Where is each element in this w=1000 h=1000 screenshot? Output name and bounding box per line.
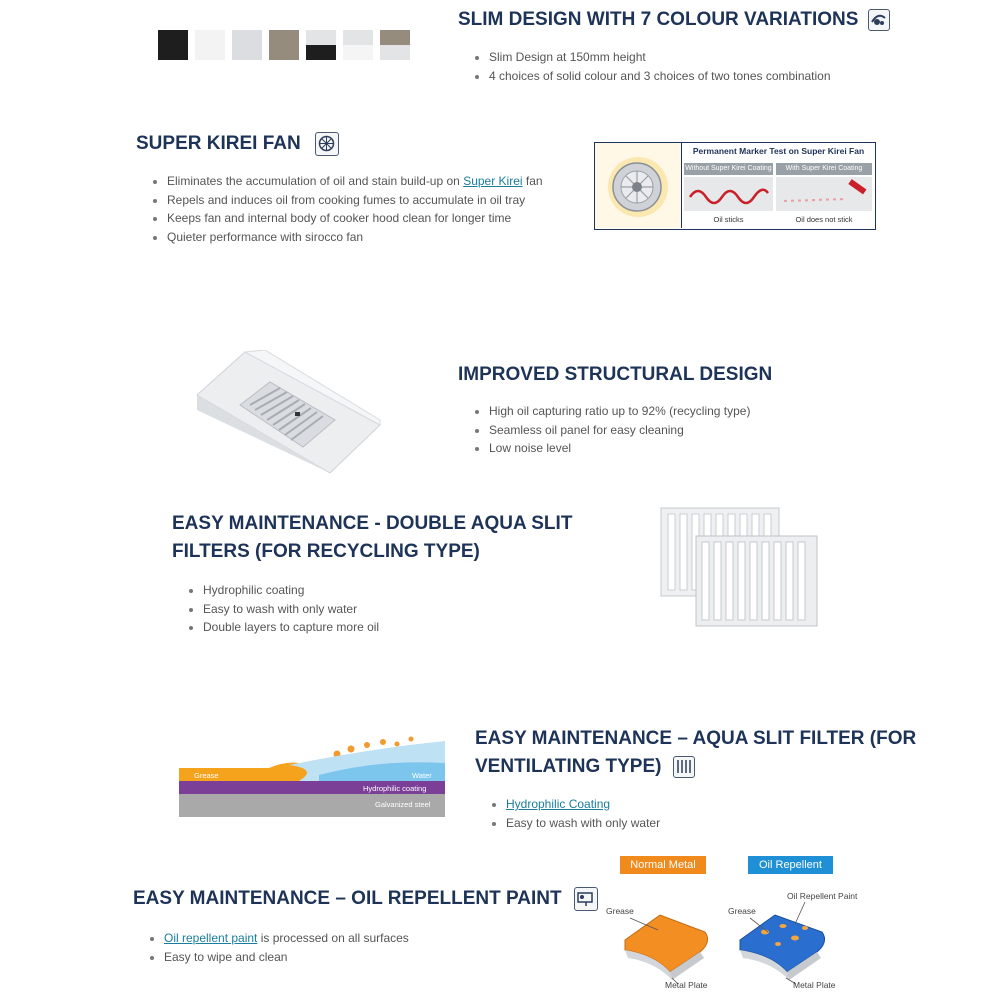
filter-icon <box>673 756 695 778</box>
swatch-taupe-silver[interactable] <box>380 30 410 60</box>
slim-section <box>458 6 890 85</box>
kirei-bullets <box>149 172 543 246</box>
oil-sticks-caption: Oil sticks <box>713 215 744 224</box>
swatch-white[interactable] <box>195 30 225 60</box>
hood-colour-icon <box>868 9 890 31</box>
list-item: • High oil capturing ratio up to 92% (recycling type) <box>489 402 772 421</box>
paint-label: Oil Repellent Paint <box>787 891 858 901</box>
list-item: • Oil repellent paint is processed on all surfaces <box>164 929 598 948</box>
marker-test-figure <box>594 142 876 230</box>
list-item: • Eliminates the accumulation of oil and stain build-up on Super Kirei fan <box>167 172 543 191</box>
water-label: Water <box>412 771 432 780</box>
hydrophilic-diagram <box>179 735 447 817</box>
list-item <box>506 795 916 814</box>
paint-icon <box>574 887 598 911</box>
fan-icon <box>315 132 339 156</box>
double-filter-image <box>660 506 820 628</box>
aqua-bullets <box>488 795 916 832</box>
swatch-taupe[interactable] <box>269 30 299 60</box>
oil-bullets <box>146 929 598 966</box>
kirei-section <box>136 130 543 246</box>
with-coating-image <box>776 177 872 211</box>
without-coating-label: Without Super Kirei Coating <box>684 163 773 175</box>
grease-label-repellent: Grease <box>728 906 756 916</box>
oil-title: EASY MAINTENANCE – OIL REPELLENT PAINT <box>133 885 598 913</box>
list-item: • Slim Design at 150mm height <box>489 48 890 67</box>
marker-test-title: Permanent Marker Test on Super Kirei Fan <box>692 146 865 156</box>
oil-repellent-link[interactable]: Oil repellent paint <box>164 931 258 945</box>
metal-plate-label-repellent: Metal Plate <box>793 980 836 990</box>
grease-label-normal: Grease <box>606 906 634 916</box>
double-filter-bullets <box>185 581 572 637</box>
structural-bullets <box>471 402 772 458</box>
list-item: • 4 choices of solid colour and 3 choices of two tones combination <box>489 67 890 86</box>
oil-not-stick-caption: Oil does not stick <box>795 215 853 224</box>
hydrophilic-coating-link[interactable]: Hydrophilic Coating <box>506 797 611 811</box>
list-item: • Easy to wash with only water <box>506 814 916 833</box>
kirei-title: SUPER KIREI FAN <box>136 130 543 158</box>
without-coating-image <box>684 177 773 211</box>
super-kirei-link[interactable]: Super Kirei <box>463 174 523 188</box>
metal-plate-label-normal: Metal Plate <box>665 980 708 990</box>
list-item: • Seamless oil panel for easy cleaning <box>489 421 772 440</box>
double-filter-section <box>172 510 572 637</box>
swatch-silver-black[interactable] <box>306 30 336 60</box>
aqua-section <box>475 725 916 832</box>
swatch-silver-white[interactable] <box>343 30 373 60</box>
aqua-title: EASY MAINTENANCE – AQUA SLIT FILTER (FOR VENTILATING TYPE) <box>475 728 917 777</box>
fan-image <box>595 143 681 228</box>
list-item: • Double layers to capture more oil <box>203 618 572 637</box>
slim-bullets <box>471 48 890 85</box>
with-coating-label: With Super Kirei Coating <box>776 163 872 175</box>
swatch-silver[interactable] <box>232 30 262 60</box>
list-item: • Quieter performance with sirocco fan <box>167 228 543 247</box>
slim-title: SLIM DESIGN WITH 7 COLOUR VARIATIONS <box>458 6 890 34</box>
oil-section <box>133 885 598 966</box>
list-item: • Easy to wipe and clean <box>164 948 598 967</box>
normal-metal-tag: Normal Metal <box>620 856 706 874</box>
structural-title: IMPROVED STRUCTURAL DESIGN <box>458 364 773 385</box>
list-item: • Hydrophilic coating <box>203 581 572 600</box>
list-item: • Low noise level <box>489 439 772 458</box>
double-filter-title: EASY MAINTENANCE - DOUBLE AQUA SLIT FILTERS (FOR RECYCLING TYPE) <box>172 513 573 562</box>
structural-section <box>458 361 772 458</box>
list-item: • Keeps fan and internal body of cooker hood clean for longer time <box>167 209 543 228</box>
oil-repellent-tag: Oil Repellent <box>748 856 833 874</box>
coating-label: Hydrophilic coating <box>363 784 427 793</box>
steel-label: Galvanized steel <box>375 800 431 809</box>
grease-label: Grease <box>194 771 219 780</box>
list-item: • Repels and induces oil from cooking fumes to accumulate in oil tray <box>167 191 543 210</box>
list-item: • Easy to wash with only water <box>203 600 572 619</box>
swatch-black[interactable] <box>158 30 188 60</box>
cooker-hood-image <box>195 350 385 475</box>
